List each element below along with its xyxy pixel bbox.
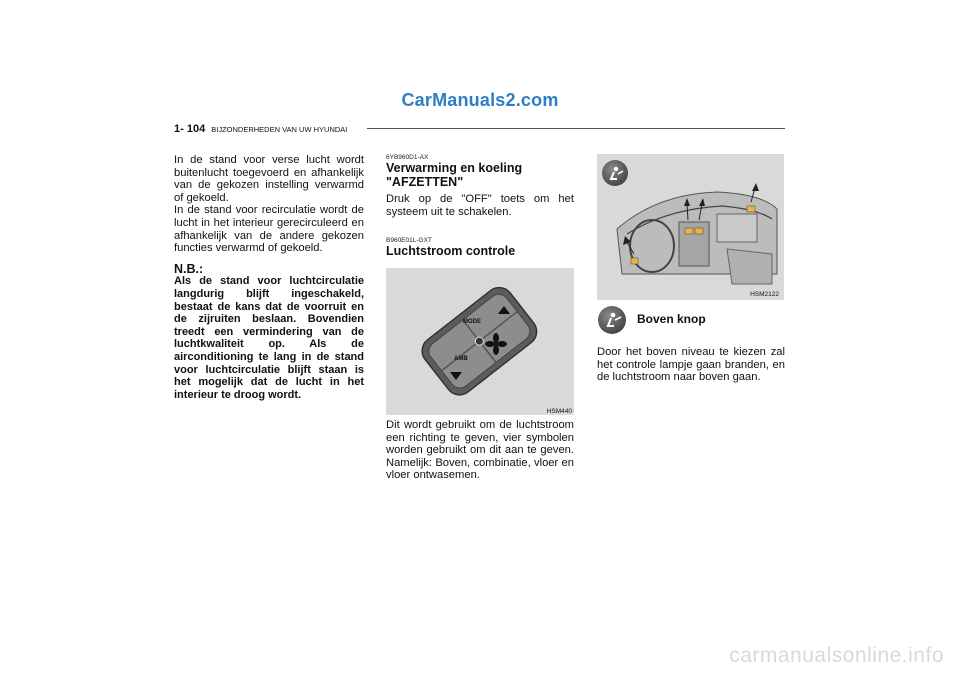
page-number: 1- 104 xyxy=(174,123,206,135)
mode-button-label: MODE xyxy=(463,319,481,325)
note-body: Als de stand voor luchtcirculatie langdurig blijft ingeschakeld, bestaat de kans dat de voorruit en de zijruiten beslaan. Bovendien treedt een vermindering van de luchtkwaliteit op. Als de airconditioning te lang in de stand voor luchtcirculatie blijft staan is het mogelijk dat de lucht in het interieur te droog wordt. xyxy=(174,275,364,401)
watermark-top: CarManuals2.com xyxy=(401,90,559,110)
page-header xyxy=(174,123,347,135)
column-2 xyxy=(386,154,574,258)
dashboard-figure xyxy=(597,154,784,300)
paragraph-boven: Door het boven niveau te kiezen zal het controle lampje gaan branden, en de luchtstroom naar boven gaan. xyxy=(597,346,785,384)
watermark-bottom: carmanualsonline.info xyxy=(729,644,944,667)
header-rule xyxy=(367,128,785,129)
boven-knop-heading: Boven knop xyxy=(637,312,706,326)
section-code-off: 6YB960D1-AX xyxy=(386,154,429,161)
paragraph-fresh-air: In de stand voor verse lucht wordt buitenlucht toegevoerd en afhankelijk van de gekozen instelling verwarmd of gekoeld. xyxy=(174,154,364,204)
paragraph-airflow: Dit wordt gebruikt om de luchtstroom een richting te geven, vier symbolen worden gebruikt om dit aan te geven. Namelijk: Boven, combinatie, vloer en vloer ontwasemen. xyxy=(386,419,574,482)
paragraph-recirculation: In de stand voor recirculatie wordt de lucht in het interieur gerecirculeerd en afhankelijk van de andere gekozen functies verwarmd of gekoeld. xyxy=(174,204,364,255)
section-title: BIJZONDERHEDEN VAN UW HYUNDAI xyxy=(211,125,348,134)
paragraph-off: Druk op de "OFF" toets om het systeem uit te schakelen. xyxy=(386,193,574,218)
figure-caption-hsm440: HSM440 xyxy=(546,408,572,415)
control-panel-illustration xyxy=(386,268,574,415)
heading-airflow: Luchtstroom controle xyxy=(386,244,516,259)
vent-mode-icon xyxy=(602,160,628,186)
amb-button-label: AMB xyxy=(454,356,468,362)
note-heading: N.B.: xyxy=(174,261,204,276)
figure-caption-hsm2122: HSM2122 xyxy=(750,291,779,298)
face-vent-icon xyxy=(598,306,626,334)
control-panel-figure xyxy=(386,268,574,415)
column-1 xyxy=(174,154,364,401)
section-code-airflow: B960E01L-GXT xyxy=(386,237,432,245)
heading-off: Verwarming en koeling "AFZETTEN" xyxy=(386,161,523,189)
